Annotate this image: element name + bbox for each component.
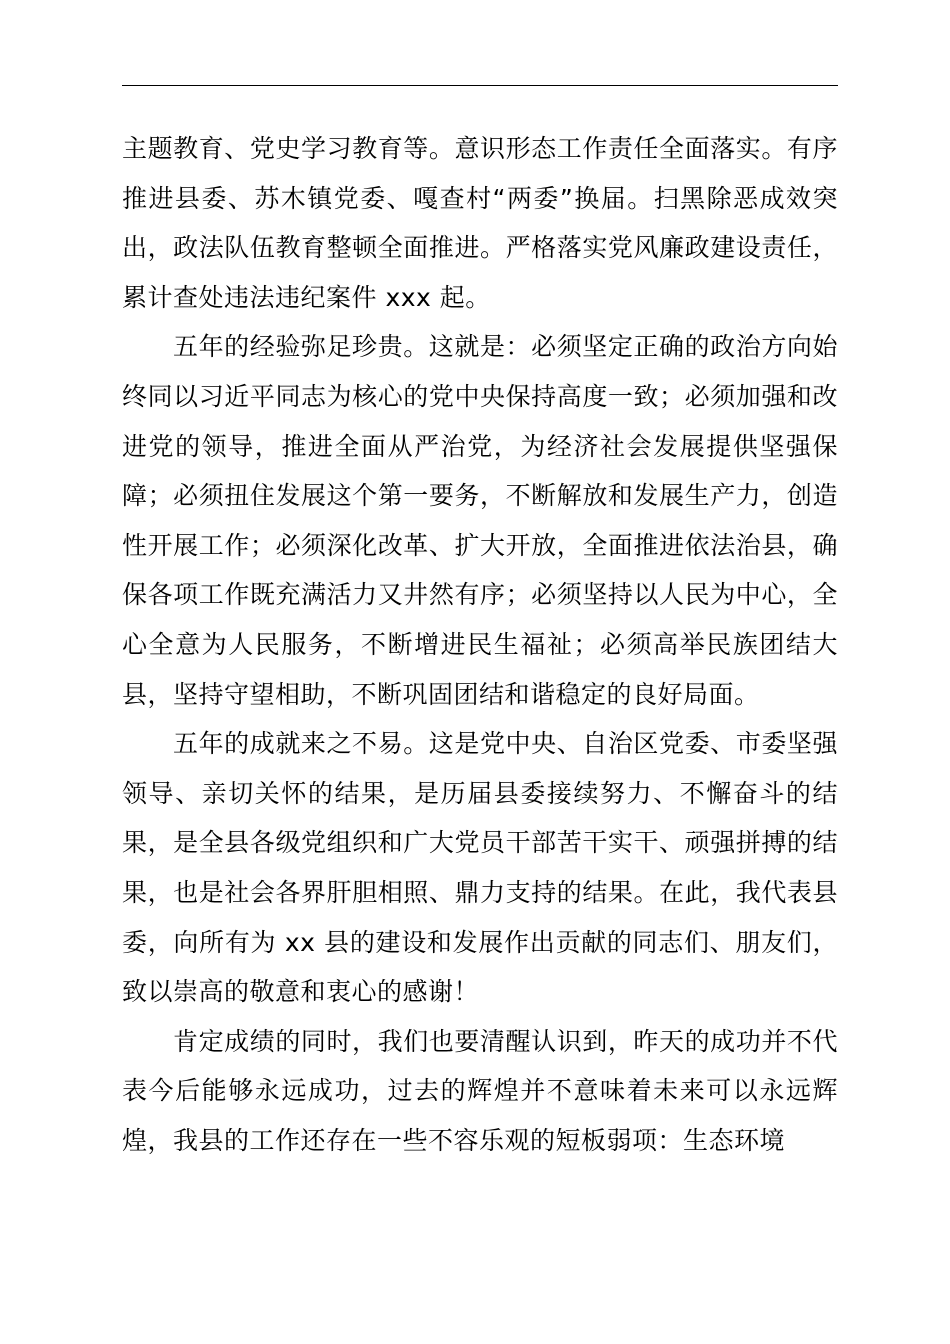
paragraph-continuation: 主题教育、党史学习教育等。意识形态工作责任全面落实。有序推进县委、苏木镇党委、嘎查村“两委”换届。扫黑除恶成效突出，政法队伍教育整顿全面推进。严格落实党风廉政建设责任，累计查处违法违纪案件 xxx 起。 xyxy=(122,134,838,312)
header-rule xyxy=(122,85,838,86)
paragraph-experience: 五年的经验弥足珍贵。这就是：必须坚定正确的政治方向始终同以习近平同志为核心的党中央保持高度一致；必须加强和改进党的领导，推进全面从严治党，为经济社会发展提供坚强保障；必须扭住发展这个第一要务，不断解放和发展生产力，创造性开展工作；必须深化改革、扩大开放，全面推进依法治县，确保各项工作既充满活力又井然有序；必须坚持以人民为中心，全心全意为人民服务，不断增进民生福祉；必须高举民族团结大县，坚持守望相助，不断巩固团结和谐稳定的良好局面。 xyxy=(122,332,838,709)
paragraph-achievements: 五年的成就来之不易。这是党中央、自治区党委、市委坚强领导、亲切关怀的结果，是历届县委接续努力、不懈奋斗的结果，是全县各级党组织和广大党员干部苦干实干、顽强拼搏的结果，也是社会各界肝胆相照、鼎力支持的结果。在此，我代表县委，向所有为 xx 县的建设和发展作出贡献的同志们、朋友们，致以崇高的敬意和衷心的感谢！ xyxy=(122,729,838,1007)
document-body xyxy=(122,124,838,1165)
paragraph-shortcomings: 肯定成绩的同时，我们也要清醒认识到，昨天的成功并不代表今后能够永远成功，过去的辉煌并不意味着未来可以永远辉煌，我县的工作还存在一些不容乐观的短板弱项：生态环境 xyxy=(122,1026,838,1155)
